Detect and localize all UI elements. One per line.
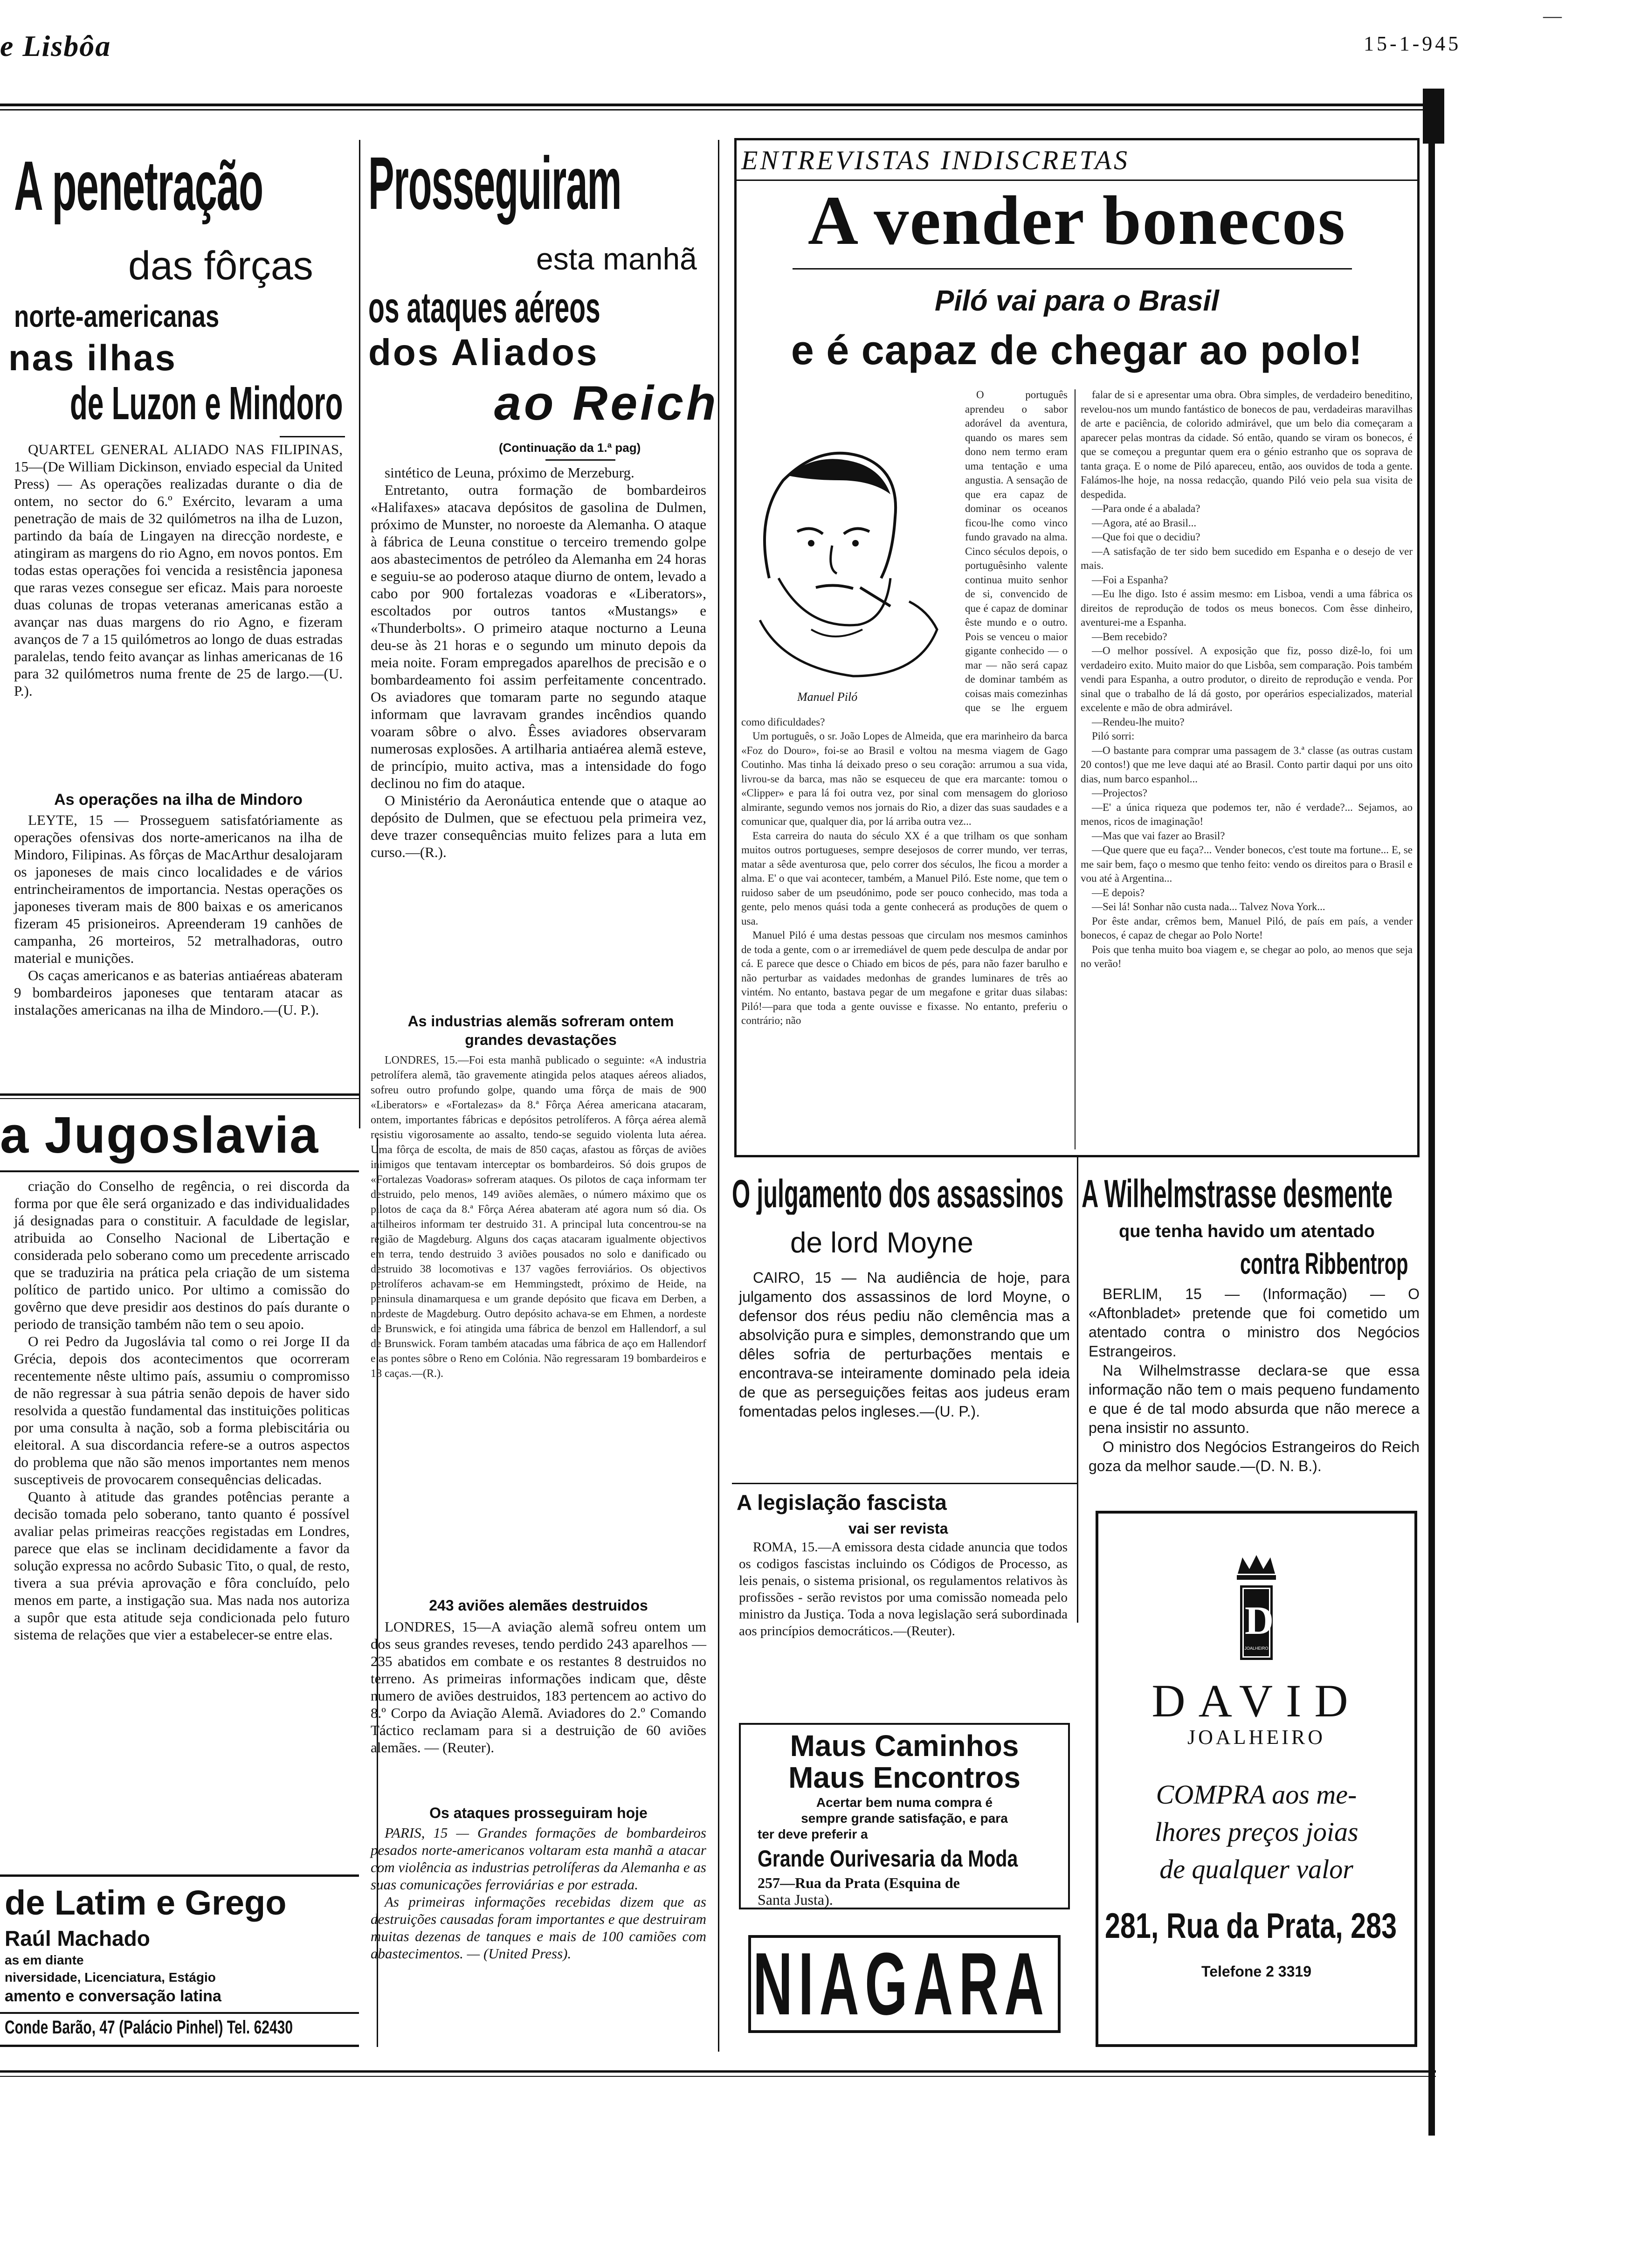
col2-headline-2: esta manhã [536,242,697,276]
col2-paragraph: As primeiras informações recebidas dizem que as destruições causadas foram importantes e que destruiram muitas dezenas de tanques e mais de 100 camiões com abastecimentos. — (United Press). [371,1894,706,1962]
issue-date: 15-1-945 [1364,32,1462,55]
latim-name: Raúl Machado [5,1926,150,1950]
col1-body [14,441,343,699]
col2-body-2 [371,1053,706,1381]
col1-bottom-rule [0,1093,359,1096]
jugoslavia-paragraph: O rei Pedro da Jugoslávia tal como o rei Jorge II da Grécia, depois dos acontecimentos que ocorreram recentemente nêste ultimo país, assumiu o compromisso de não regressar à sua pátria senão depois de haver sido resolvida a questão fundamental das instituições politicas por uma consulta à nação, sob a forma plebiscitária ou eleitoral. A sua discordancia refere-se a outros aspectos do problema que não são menos importantes nem menos susceptiveis de provocarem consequências delicadas. [14,1333,350,1487]
col2-subhead-2: 243 aviões alemães destruidos [429,1597,648,1614]
col2-body-3 [371,1618,706,1756]
col1-short-rule [280,436,345,437]
entrevista-paragraph: —O bastante para comprar uma passagem de 3.ª classe (as outras custam 20 contos!) que me leve daqui até ao Brasil. Conto partir daqui por uns oito dias, num barco espanhol... [1081,744,1413,785]
entrevista-paragraph: Um português, o sr. João Lopes de Almeida, que era marinheiro da barca «Foz do Douro», foi-se ao Brasil e voltou na mesma viagem de Gago Coutinho. Mas tinha lá deixado preso o seu coração: arrumou a sua vida, livrou-se da barca, mas não se esqueceu de que era marcante: tomou o «Clipper» e para lá foi outra vez, por sinal com mensagem do glorioso almirante, segundo vemos nos jornais do Rio, a dizer das suas saudades e a comunicar que, qualquer dia, por lá arriba outra vez... [741,730,1068,827]
wilhelm-body [1089,1285,1420,1476]
david-sub: JOALHEIRO [1187,1726,1325,1749]
col2-headline: Prosseguiram [368,144,621,225]
col2-headline-5: ao Reich [494,376,719,430]
jugoslavia-headline: a Jugoslavia [0,1106,319,1164]
wilhelm-headline-wrap [1082,1173,1422,1215]
jugoslavia-paragraph: criação do Conselho de regência, o rei discorda da forma por que êle será organizado e das individualidades já designadas para o constituir. A faculdade de legislar, atribuida ao Conselho Nacional de Libertação e considerada pelo soberano como um precedente arriscado que se traduziria na prática pela criação de um sistema político de partido unico. Por ultimo a comissão do govêrno que deve presidir aos destinos do país durante o periodo de transição também não tem o seu apoio. [14,1178,350,1332]
col1-headline-wrap [14,148,354,228]
entrevista-sub-1: Piló vai para o Brasil [935,285,1219,317]
latim-address: Conde Barão, 47 (Palácio Pinhel) Tel. 62430 [5,2017,293,2038]
entrevista-paragraph: Pois que tenha muito boa viagem e, se chegar ao polo, ao menos que seja no verão! [1081,943,1413,969]
maus-line-1: Maus Caminhos [790,1729,1019,1763]
julgamento-bottom-rule [732,1483,1077,1484]
david-phone: Telefone 2 3319 [1201,1963,1311,1980]
col2-paragraph: LONDRES, 15—A aviação alemã sofreu ontem um dos seus grandes reveses, tendo perdido 243 aparelhos — 235 abatidos em combate e os restantes 8 destruidos no terreno. As primeiras informações indicam que, dêste numero de aviões destruidos, 183 pertencem ao activo do 8.º Corpo da Aviação Alemã. Aviadores do 2.º Comando Táctico reclamam para si a destruição de 60 aviões alemães. — (Reuter). [371,1618,706,1756]
entrevista-paragraph: O português aprendeu o sabor adorável da aventura, quando os mares sem dono nem termo eram uma tentação e uma angustia. A sensação de que era capaz de dominar os oceanos ficou-lhe como vinco fundo gravado na alma. Cinco séculos depois, o portuguêsinho valente continua muito senhor de si, convencido de que é capaz de dominar êste mundo e o outro. Pois se venceu o maior gigante conhecido — o mar — não será capaz de dominar também as coisas mais comezinhas que se lhe erguem como dificuldades? [741,389,1068,728]
david-logo-small: JOALHEIRO [1244,1646,1269,1651]
entrevista-paragraph: —Foi a Espanha? [1092,574,1168,586]
legislacao-paragraph: ROMA, 15.—A emissora desta cidade anuncia que todos os codigos fascistas incluindo os Códigos de Processo, as leis penais, o sistema prisional, os regulamentos relativos às profissões - serão revistos por uma comissão nomeada pelo ministro da Justiça. Toda a nova legislação será subordinada aos princípios democráticos.—(Reuter). [739,1540,1068,1639]
david-slogan-1: COMPRA aos me- [1156,1779,1357,1810]
wilhelm-sub-1: que tenha havido um atentado [1119,1222,1375,1241]
legislacao-body [739,1539,1068,1639]
entrevista-paragraph: —E' a única riqueza que podemos ter, não é verdade?... Sejamos, ao menos, ricos de imaginação! [1081,801,1413,827]
header-rule [0,104,1436,106]
bottom-rule-thin [0,2076,1436,2077]
jugoslavia-body [14,1177,350,1643]
maus-name-wrap [758,1846,1061,1874]
latim-title: de Latim e Grego [5,1883,287,1922]
wilhelm-headline: A Wilhelmstrasse desmente [1082,1173,1393,1215]
col1-headline: A penetração [14,148,263,225]
col2-paragraph: LONDRES, 15.—Foi esta manhã publicado o seguinte: «A industria petrolífera alemã, tão gravemente atingida pelos ataques aéreos aliados, sofreu outro profundo golpe, quando uma fôrça de mais de 900 «Liberators» e «Fortalezas» da 8.ª Fôrça Aérea americana atacaram, ontem, importantes fábricas e depósitos petrolíferos. A fôrça aérea alemã resistiu vigorosamente ao assalto, tendo-se seguido violenta luta aérea. Uma fôrça de escolta, de mais de 850 caças, afastou as fôrças de aviões inimigos que tentavam interceptar os bombardeiros. Só dois grupos de «Fortalezas Voadoras» sofreram ataques. Os pilotos de caça informam ter destruido, pelo menos, 149 aviões alemães, o número máximo que os pilotos de caça da 8.ª Fôrça Aérea abateram até agora num só dia. Os artilheiros informam ter destruido 31. A principal luta concentrou-se na região de Magdeburg. Alguns dos caças atacaram igualmente objectivos em terra, tendo destruido 3 aviões pousados no solo e danificado ou destruido 38 locomotivas e 137 vagões ferroviários. Os objectivos petrolíferos achavam-se em Hemmingstedt, próximo de Heide, na peninsula dinamarquesa e um grande depósito que ficava em Derben, a nordeste de Magdeburg. Outro depósito achava-se em Ehmen, a nordeste de Brunswick, e foi atingida uma fábrica de benzol em Hallendorf, a sul de Brunswick. Foram também atacadas uma fábrica de aço em Hallendorf e as pontes sôbre o Reno em Colónia. Não regressaram 19 bombardeiros e 18 caças.—(R.). [371,1054,706,1380]
entrevista-headline: A vender bonecos [807,182,1346,259]
jugoslavia-rule [0,1170,359,1172]
col2-short-rule [545,459,615,461]
entrevista-inner-separator [1075,389,1076,1149]
col1-headline-4: nas ilhas [8,337,177,378]
col1-headline-5-wrap [70,378,359,429]
entrevista-kicker: ENTREVISTAS INDISCRETAS [741,145,1130,175]
entrevista-sub-2: e é capaz de chegar ao polo! [791,327,1363,373]
julgamento-headline-wrap [732,1173,1072,1215]
col2-paragraph: PARIS, 15 — Grandes formações de bombardeiros pesados norte-americanos voltaram esta manhã a atacar com violência as industrias petrolíferas da Alemanha e as suas comunicações ferroviárias e por estrada. [371,1825,706,1893]
legislacao-sub: vai ser revista [848,1520,948,1537]
col1-paragraph: LEYTE, 15 — Prosseguem satisfatóriamente as operações ofensivas dos norte-americanos na ilha de Mindoro, Filipinas. As fôrças de MacArthur desalojaram os japoneses de mais cinco localidades e de vários entrincheiramentos de importancia. Nestas operações os japoneses tiveram mais de 800 baixas e os americanos fizeram 45 prisioneiros. Apreenderam 19 canhões de campanha, 26 morteiros, 52 metralhadoras, outro material e munições. [14,812,343,966]
maus-line-5: ter deve preferir a [758,1827,868,1841]
maus-line-2: Maus Encontros [788,1761,1020,1794]
julgamento-headline: O julgamento dos assassinos [732,1173,1064,1215]
col1-headline-3-wrap [14,297,354,339]
entrevista-paragraph: —Para onde é a abalada? [1092,503,1200,514]
niagara-text-wrap [753,1940,1056,2028]
entrevista-paragraph: —Mas que vai fazer ao Brasil? [1092,830,1225,842]
wilhelm-paragraph: Na Wilhelmstrasse declara-se que essa informação não tem o mais pequeno fundamento e que é de tal modo absurda que não merece a pena insistir no assunto. [1089,1362,1420,1436]
entrevista-paragraph: —Que foi que o decidiu? [1092,531,1200,543]
col2-headline-4: dos Aliados [368,332,599,373]
wilhelm-paragraph: BERLIM, 15 — (Informação) — O «Aftonbladet» pretende que foi cometido um atentado contra o ministro dos Negócios Estrangeiros. [1089,1286,1420,1360]
col2-body [371,464,706,861]
top-right-block [1423,89,1444,144]
latim-line-1: as em diante [5,1953,84,1967]
david-slogan-3: de qualquer valor [1159,1854,1353,1884]
pilo-caption: Manuel Piló [797,690,858,704]
entrevista-body-right [1081,388,1413,971]
header-rule-thin [0,109,1436,111]
paper-name: e Lisbôa [0,29,111,62]
latim-mid-rule [0,2012,359,2014]
wilhelm-sub-2: contra Ribbentrop [1240,1247,1408,1280]
col2-headline-3-wrap [368,284,713,331]
david-address: 281, Rua da Prata, 283 [1105,1906,1397,1946]
entrevista-headline-rule [793,268,1352,270]
col1-paragraph: Os caças americanos e as baterias antiaéreas abateram 9 bombardeiros japoneses que tentaram atacar as instalações americanas na ilha de Mindoro.—(U. P.). [14,967,343,1018]
julgamento-paragraph: CAIRO, 15 — Na audiência de hoje, para julgamento dos assassinos de lord Moyne, o defensor dos réus pediu não clemência mas a absolvição pura e simples, demonstrando que um dêles sofria de perturbações mentais e encontrava-se inteiramente dominado pela ideia de que as perseguições feitas aos judeus eram fomentadas pelos ingleses.—(U. P.). [739,1269,1070,1420]
entrevista-paragraph: —E depois? [1092,886,1145,899]
entrevista-paragraph: Por êste andar, crêmos bem, Manuel Piló, de país em país, a vender bonecos, é capaz de chegar ao Polo Norte! [1081,915,1413,941]
entrevista-paragraph: —Rendeu-lhe muito? [1092,716,1185,728]
maus-line-4: sempre grande satisfação, e para [801,1811,1008,1825]
col2-headline-wrap [368,144,713,228]
maus-name: Grande Ourivesaria da Moda [758,1846,1018,1872]
caricature-float [741,388,965,705]
david-logo [1228,1553,1284,1665]
entrevista-paragraph: falar de si e apresentar uma obra. Obra simples, de verdadeiro beneditino, revelou-nos um mundo fantástico de bonecos de pau, verdadeiras maravilhas de arte e paciência, de colorido admirável, que um belo dia começaram a aparecer pelas montras da cidade. Só então, quando se viram os bonecos, é que se começou a preguntar quem era o génio estranho que os soprava de tanta graça. E o nome de Piló apareceu, então, aos ouvidos de toda a gente. Falámos-lhe hoje, na nossa redacção, quando Piló veio pela sua visita de despedida. [1081,389,1413,500]
latim-line-2: niversidade, Licenciatura, Estágio [5,1970,216,1984]
entrevista-body-left [741,388,1068,1028]
maus-address-2: Santa Justa). [758,1891,833,1908]
latim-bottom-rule [0,2045,359,2047]
maus-address-1: 257—Rua da Prata (Esquina de [758,1874,960,1891]
col-separator-4 [1077,1156,1078,1623]
jugoslavia-paragraph: Quanto à atitude das grandes potências perante a decisão tomada pelo soberano, tanto quanto é possível avaliar pelas primeiras reacções registadas em Londres, parece que elas se inclinam decididamente a favor da solução expressa no acôrdo Subasic Tito, o qual, de resto, tivera a sua prévia aprovação e fôra concluído, pelo menos em parte, a instigação sua. Mas nada nos autoriza a supôr que esta atitude seja condicionada pelo futuro sistema de relações que vier a estabelecer-se entre elas. [14,1488,350,1643]
col1-headline-2: das fôrças [128,243,313,288]
legislacao-headline: A legislação fascista [737,1490,947,1514]
niagara-text: NIAGARA [753,1940,1050,2028]
col2-paragraph: O Ministério da Aeronáutica entende que o ataque ao depósito de Dulmen, que se efectuou pela primeira vez, deve trazer consequências muito felizes para a luta em curso.—(R.). [371,792,706,860]
col2-body-4 [371,1824,706,1962]
latim-line-3: amento e conversação latina [5,1987,221,2005]
entrevista-paragraph: —Que quere que eu faça?... Vender bonecos, c'est toute ma fortune... E, se me sair bem, faço o mesmo que tenho feito: vendo os direitos para o Brasil e vou até à Argentina... [1081,844,1413,884]
right-edge-bar [1428,89,1435,2136]
col1-subhead: As operações na ilha de Mindoro [54,791,303,809]
latim-address-wrap [5,2014,359,2042]
col1-bottom-rule-thin [0,1098,359,1099]
david-address-wrap [1105,1906,1413,1948]
wilhelm-sub-2-wrap [1240,1247,1427,1280]
col1-headline-5: de Luzon e Mindoro [70,378,343,429]
col2-headline-3: os ataques aéreos [368,284,600,331]
david-slogan-2: lhores preços joias [1154,1817,1358,1847]
latim-top-rule [0,1874,359,1877]
entrevista-paragraph: —Eu lhe digo. Isto é assim mesmo: em Lisboa, vendi a uma fábrica os direitos de reprodução de todos os meus bonecos. Com êsse dinheiro, aventurei-me a Espanha. [1081,588,1413,628]
col2-paragraph: Entretanto, outra formação de bombardeiros «Halifaxes» atacava depósitos de gasolina de Dulmen, próximo de Munster, no noroeste da Alemanha. O ataque à fábrica de Leuna constitue o terceiro tremendo golpe aos abastecimentos de petróleo da Alemanha em 24 horas e seguiu-se ao poderoso ataque diurno de ontem, levado a cabo por 900 fortalezas voadoras e «Liberators», escoltados por outros tantos «Mustangs» e «Thunderbolts». O primeiro ataque nocturno a Leuna deu-se às 21 horas e o segundo um minuto depois da meia noite. Foram empregados aparelhos de precisão e o bombardeamento foi assim perfeitamente concentrado. Os aviadores que tomaram parte no segundo ataque informam que lavravam grandes incêndios quando voaram sôbre o alvo. Êsses aviadores observaram numerosas explosões. A artilharia antiaérea alemã esteve, de princípio, muito activa, mas a intensidade do fogo declinou no fim do ataque. [371,482,706,791]
col2-subhead-1: As industrias alemãs sofreram ontem grandes devastações [407,1013,674,1048]
col2-paragraph: sintético de Leuna, próximo de Merzeburg. [385,464,634,481]
julgamento-body [739,1268,1070,1421]
entrevista-paragraph: —Bem recebido? [1092,630,1167,643]
wilhelm-paragraph: O ministro dos Negócios Estrangeiros do Reich goza da melhor saude.—(D. N. B.). [1089,1438,1420,1474]
entrevista-paragraph: Manuel Piló é uma destas pessoas que circulam nos mesmos caminhos de toda a gente, com o ar irremediável de quem pede desculpa de andar por cá. E parece que desce o Chiado em bicos de pés, para não fazer barulho e não perturbar as vaidades medonhas de grandes luminares de três ao vintém. No entanto, bastava pegar de um megafone e gritar duas silabas: Piló!—para que toda a gente ouvisse e fixasse. No entanto, preferiu o contrário; não [741,929,1068,1026]
bottom-rule [0,2070,1436,2073]
maus-line-3: Acertar bem numa compra é [816,1795,993,1810]
entrevista-paragraph: —O melhor possível. A exposição que fiz, posso dizê-lo, foi um verdadeiro exito. Muito maior do que Lisbôa, sem comparação. Pois também vendi para Espanha, a outro produtor, o direito de reprodução e venda. Por sinal que o trabalho de lá dá gosto, por operários especializados, material excelente e mão de obra admirável. [1081,645,1413,713]
julgamento-headline-2: de lord Moyne [790,1227,973,1259]
entrevista-paragraph: —Agora, até ao Brasil... [1092,517,1197,529]
col2-subhead-3: Os ataques prosseguiram hoje [429,1805,648,1821]
david-name: DAVID [1151,1675,1361,1727]
entrevista-paragraph: —Sei lá! Sonhar não custa nada... Talvez Nova York... [1092,901,1325,913]
col1-headline-3: norte-americanas [14,299,220,333]
entrevista-paragraph: —Projectos? [1092,787,1147,799]
corner-mark: — [1543,5,1562,26]
entrevista-paragraph: Piló sorri: [1092,730,1135,742]
entrevista-paragraph: —A satisfação de ter sido bem sucedido em Espanha e o desejo de ver mais. [1081,545,1413,571]
col-separator-1 [359,140,360,1128]
david-logo-letter: D [1245,1598,1274,1643]
col2-continuation: (Continuação da 1.ª pag) [499,441,641,455]
entrevista-paragraph: Esta carreira do nauta do século XX é a que trilham os que sonham muitos outros portugueses, sempre desejosos de correr mundo, ver terras, matar a sêde aventurosa que, pelo correr dos séculos, lhe ficou a morder a alma. E' o que vai acontecer, também, a Manuel Piló. Este nome, que tem o ruidoso saber de um pseudónimo, pode ser pouco conhecido, mas toda a gente, pelo menos quási toda a gente conhecerá as produções de quem o usa. [741,830,1068,927]
col1-body-2 [14,811,343,1018]
col1-paragraph: QUARTEL GENERAL ALIADO NAS FILIPINAS, 15—(De William Dickinson, enviado especial da United Press) — As operações realizadas durante o dia de ontem, no sector do 6.º Exército, levaram a uma penetração de mais de 32 quilómetros na ilha de Luzon, partindo da baía de Lingayen na direcção nordeste, e atingiram as margens do rio Agno, em novos pontos. Em todas estas operações foi vencida a resistência japonesa que raras vezes consegue ser eficaz. Mais para noroeste duas colunas de tropas veteranas americanas estão a avançar nas duas margens do rio Agno, e fizeram avanços de 7 a 15 quilómetros ao longo de duas estradas paralelas, tendo feito avançar as linhas americanas de 16 para 32 quilómetros numa frente de 25 de largo.—(U. P.). [14,441,343,699]
